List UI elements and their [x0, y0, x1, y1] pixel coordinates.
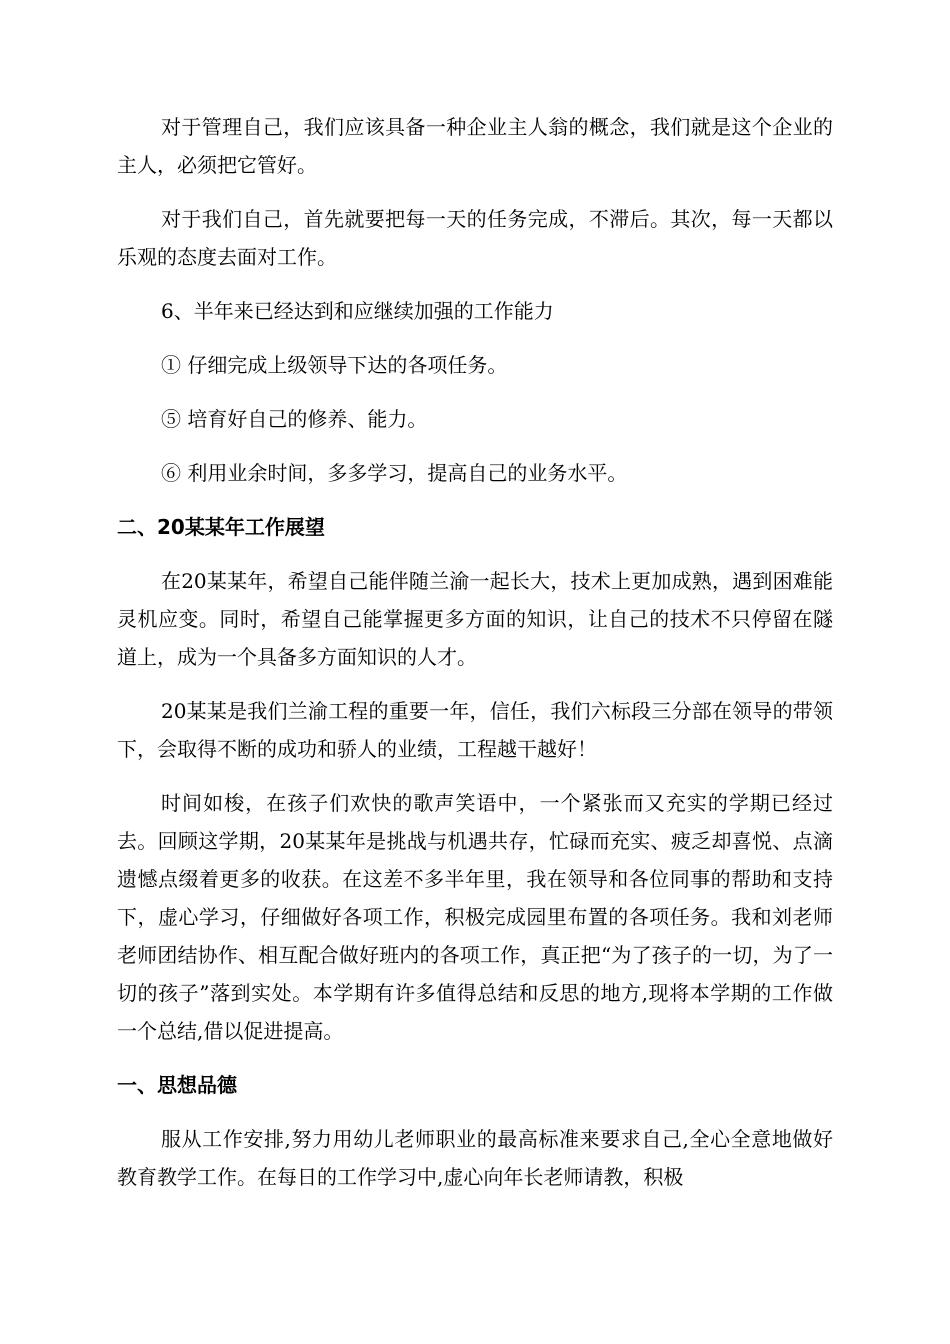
heading-ideology: 一、思想品德 [117, 1073, 237, 1097]
paragraph-hopes: 在20某某年，希望自己能伴随兰渝一起长大，技术上更加成熟，遇到困难能灵机应变。同时，希望自己能掌握更多方面的知识，让自己的技术不只停留在隧道上，成为一个具备多方面知识的人才。 [117, 569, 833, 669]
document-body [117, 108, 833, 1212]
paragraph-section-6: 6、半年来已经达到和应继续加强的工作能力 [161, 299, 554, 323]
list-item-6: ⑥ 利用业余时间，多多学习，提高自己的业务水平。 [161, 461, 628, 485]
paragraph-semester-review: 时间如梭，在孩子们欢快的歌声笑语中，一个紧张而又充实的学期已经过去。回顾这学期，20某某年是挑战与机遇共存，忙碌而充实、疲乏却喜悦、点滴遗憾点缀着更多的收获。在这差不多半年里，我在领导和各位同事的帮助和支持下，虚心学习，仔细做好各项工作，积极完成园里布置的各项任务。我和刘老师老师团结协作、相互配合做好班内的各项工作，真正把“为了孩子的一切，为了一切的孩子”落到实处。本学期有许多值得总结和反思的地方,现将本学期的工作做一个总结,借以促进提高。 [117, 791, 833, 1043]
list-item-1: ① 仔细完成上级领导下达的各项任务。 [161, 353, 508, 377]
paragraph-project-year: 20某某是我们兰渝工程的重要一年，信任，我们六标段三分部在领导的带领下，会取得不断的成功和骄人的业绩，工程越干越好！ [117, 699, 833, 761]
paragraph-daily-tasks: 对于我们自己，首先就要把每一天的任务完成，不滞后。其次，每一天都以乐观的态度去面对工作。 [117, 207, 833, 269]
paragraph-self-management: 对于管理自己，我们应该具备一种企业主人翁的概念，我们就是这个企业的主人，必须把它管好。 [117, 115, 833, 177]
list-item-5: ⑤ 培育好自己的修养、能力。 [161, 407, 428, 431]
heading-outlook: 二、20某某年工作展望 [117, 515, 325, 539]
paragraph-work-attitude: 服从工作安排,努力用幼儿老师职业的最高标准来要求自己,全心全意地做好教育教学工作。在每日的工作学习中,虚心向年长老师请教，积极 [117, 1127, 833, 1189]
